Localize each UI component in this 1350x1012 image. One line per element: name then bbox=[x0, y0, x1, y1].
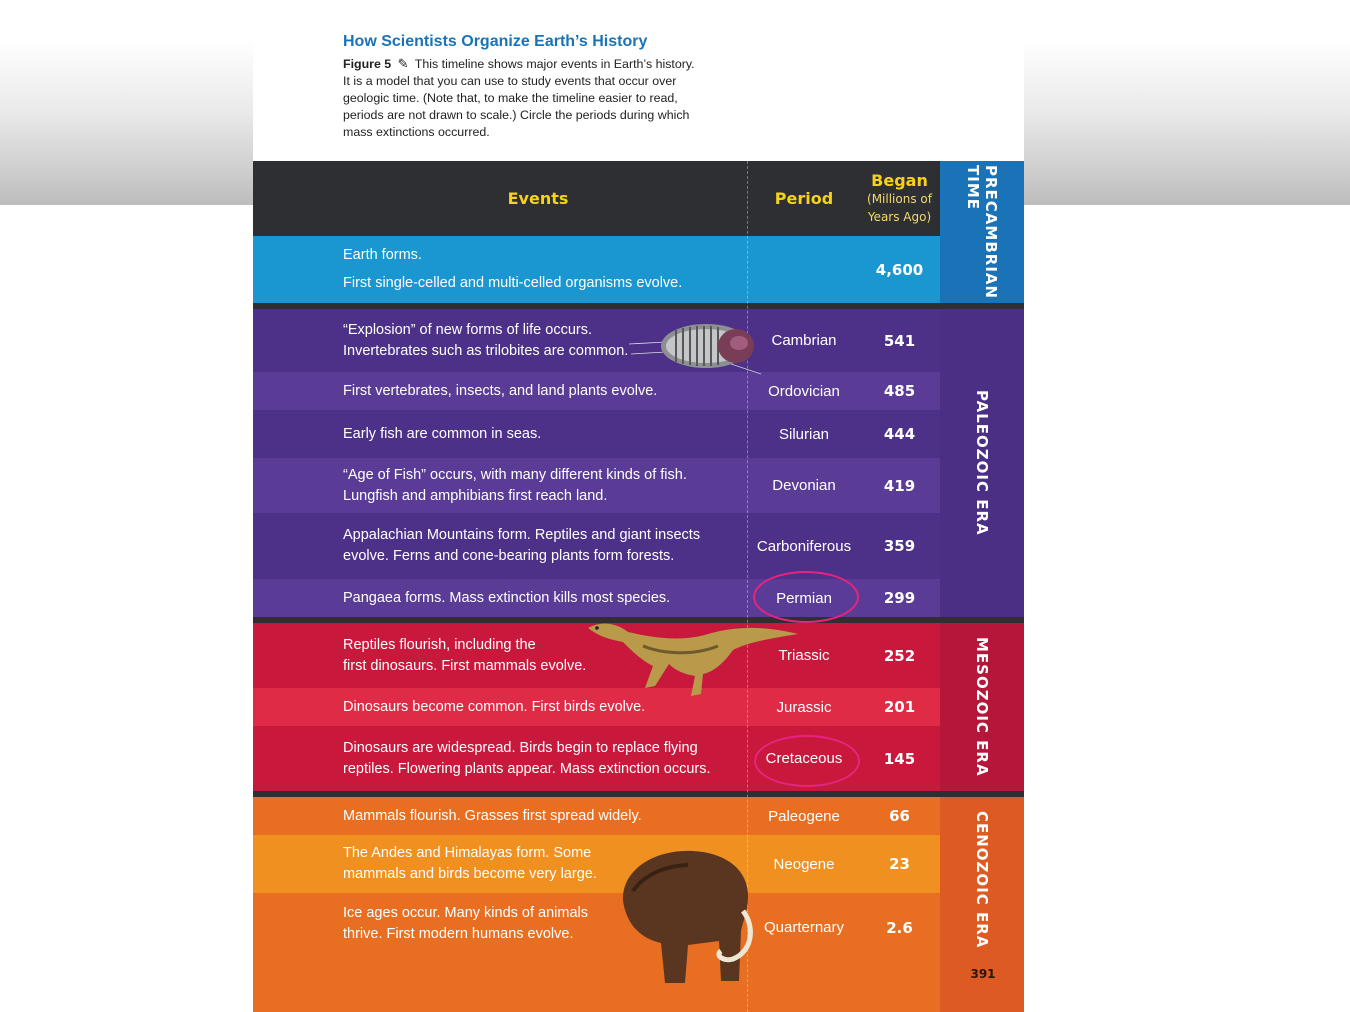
event-text: Dinosaurs are widespread. Birds begin to replace flying bbox=[343, 739, 698, 756]
event-text: Invertebrates such as trilobites are common. bbox=[343, 342, 629, 359]
era-label-line: PRECAMBRIAN bbox=[982, 164, 1000, 300]
began-cell: 252 bbox=[883, 646, 916, 665]
period-cell: Cretaceous bbox=[765, 750, 843, 767]
event-cell bbox=[343, 410, 743, 458]
event-cell bbox=[343, 458, 743, 513]
began-cell: 145 bbox=[883, 749, 916, 768]
table-row bbox=[253, 835, 940, 893]
event-text: The Andes and Himalayas form. Some bbox=[343, 845, 592, 861]
began-cell: 485 bbox=[883, 382, 916, 400]
dinosaur-illustration bbox=[583, 616, 803, 701]
event-text: evolve. Ferns and cone-bearing plants form forests. bbox=[343, 548, 675, 564]
period-cell: Quarternary bbox=[763, 919, 845, 936]
header-began bbox=[859, 161, 940, 236]
began-cell: 2.6 bbox=[886, 919, 913, 937]
era-mesozoic bbox=[940, 623, 1024, 791]
left-backdrop bbox=[0, 40, 255, 205]
table-row bbox=[253, 410, 940, 458]
began-cell: 541 bbox=[883, 331, 916, 350]
period-cell: Carboniferous bbox=[756, 537, 852, 555]
event-cell bbox=[343, 579, 743, 617]
event-text: Dinosaurs become common. First birds evolve. bbox=[343, 698, 646, 715]
figure-title: How Scientists Organize Earth’s History bbox=[343, 33, 648, 50]
period-cell: Jurassic bbox=[776, 698, 832, 716]
era-mesozoic-label: MESOZOIC ERA bbox=[973, 637, 991, 777]
event-text: First vertebrates, insects, and land plants evolve. bbox=[343, 382, 658, 399]
began-cell: 359 bbox=[883, 537, 916, 555]
period-cell: Devonian bbox=[772, 477, 836, 494]
era-precambrian-label bbox=[964, 165, 1000, 299]
period-cell: Paleogene bbox=[768, 807, 840, 825]
event-text: Mammals flourish. Grasses first spread widely. bbox=[343, 807, 642, 824]
began-cell: 66 bbox=[889, 807, 910, 825]
pencil-icon: ✎ bbox=[397, 56, 409, 71]
event-text: “Age of Fish” occurs, with many different kinds of fish. bbox=[343, 466, 687, 483]
caption-line-4: periods are not drawn to scale.) Circle the periods during which bbox=[343, 108, 690, 122]
began-cell: 444 bbox=[883, 425, 916, 443]
table-row bbox=[253, 309, 940, 372]
header-began-sub1: (Millions of bbox=[867, 191, 932, 206]
table-row bbox=[253, 236, 940, 303]
figure-text bbox=[343, 55, 763, 141]
event-text: Appalachian Mountains form. Reptiles and giant insects bbox=[343, 527, 701, 543]
event-text: mammals and birds become very large. bbox=[343, 866, 597, 882]
began-cell: 4,600 bbox=[875, 260, 924, 279]
table-row bbox=[253, 458, 940, 513]
figure-label: Figure 5 bbox=[343, 57, 392, 71]
period-cell bbox=[749, 236, 859, 303]
period-cell: Neogene bbox=[773, 855, 835, 873]
era-precambrian bbox=[940, 161, 1024, 303]
period-cell: Triassic bbox=[778, 647, 830, 664]
caption-line-5: mass extinctions occurred. bbox=[343, 125, 490, 139]
event-text: Pangaea forms. Mass extinction kills most species. bbox=[343, 589, 671, 606]
table-row bbox=[253, 797, 940, 835]
event-text: reptiles. Flowering plants appear. Mass extinction occurs. bbox=[343, 760, 711, 777]
figure-caption bbox=[343, 33, 763, 141]
event-cell bbox=[343, 513, 743, 579]
table-row bbox=[253, 513, 940, 579]
page-number: 391 bbox=[970, 967, 996, 981]
table-header bbox=[253, 161, 940, 236]
event-text: Earth forms. bbox=[343, 247, 422, 264]
period-cell: Permian bbox=[776, 589, 832, 607]
period-cell: Cambrian bbox=[771, 332, 837, 349]
trilobite-illustration bbox=[621, 316, 771, 386]
event-cell bbox=[343, 797, 743, 835]
event-text: first dinosaurs. First mammals evolve. bbox=[343, 657, 587, 674]
header-events: Events bbox=[507, 189, 569, 208]
era-label-line: TIME bbox=[964, 164, 982, 210]
header-period: Period bbox=[774, 189, 834, 208]
era-paleozoic-label: PALEOZOIC ERA bbox=[973, 390, 991, 536]
era-cenozoic-label: CENOZOIC ERA bbox=[973, 811, 991, 949]
event-text: “Explosion” of new forms of life occurs. bbox=[343, 321, 593, 338]
began-cell: 299 bbox=[883, 589, 916, 607]
caption-line-1: This timeline shows major events in Earth’s history. bbox=[414, 57, 695, 71]
event-cell bbox=[343, 726, 743, 791]
textbook-page bbox=[253, 0, 1024, 1012]
mammoth-illustration bbox=[603, 841, 763, 991]
table-row bbox=[253, 372, 940, 410]
event-text: Lungfish and amphibians first reach land. bbox=[343, 487, 608, 504]
event-text: First single-celled and multi-celled organisms evolve. bbox=[343, 274, 683, 291]
era-paleozoic bbox=[940, 309, 1024, 617]
event-text: Ice ages occur. Many kinds of animals bbox=[343, 905, 589, 921]
caption-line-2: It is a model that you can use to study events that occur over bbox=[343, 74, 677, 88]
table-row bbox=[253, 893, 940, 1012]
header-began-title: Began bbox=[871, 170, 928, 190]
began-cell: 201 bbox=[883, 698, 916, 716]
cretaceous-circle bbox=[754, 735, 860, 787]
event-cell bbox=[343, 236, 743, 303]
began-cell: 419 bbox=[883, 476, 916, 495]
caption-line-3: geologic time. (Note that, to make the timeline easier to read, bbox=[343, 91, 678, 105]
right-backdrop bbox=[1024, 40, 1350, 205]
event-text: thrive. First modern humans evolve. bbox=[343, 926, 574, 942]
period-cell: Ordovician bbox=[768, 382, 840, 400]
geologic-timeline-table bbox=[253, 161, 1024, 1012]
event-text: Early fish are common in seas. bbox=[343, 425, 542, 442]
period-cell: Silurian bbox=[778, 425, 830, 443]
began-cell: 23 bbox=[889, 855, 910, 873]
header-began-sub2: Years Ago) bbox=[867, 209, 932, 224]
event-text: Reptiles flourish, including the bbox=[343, 636, 536, 653]
